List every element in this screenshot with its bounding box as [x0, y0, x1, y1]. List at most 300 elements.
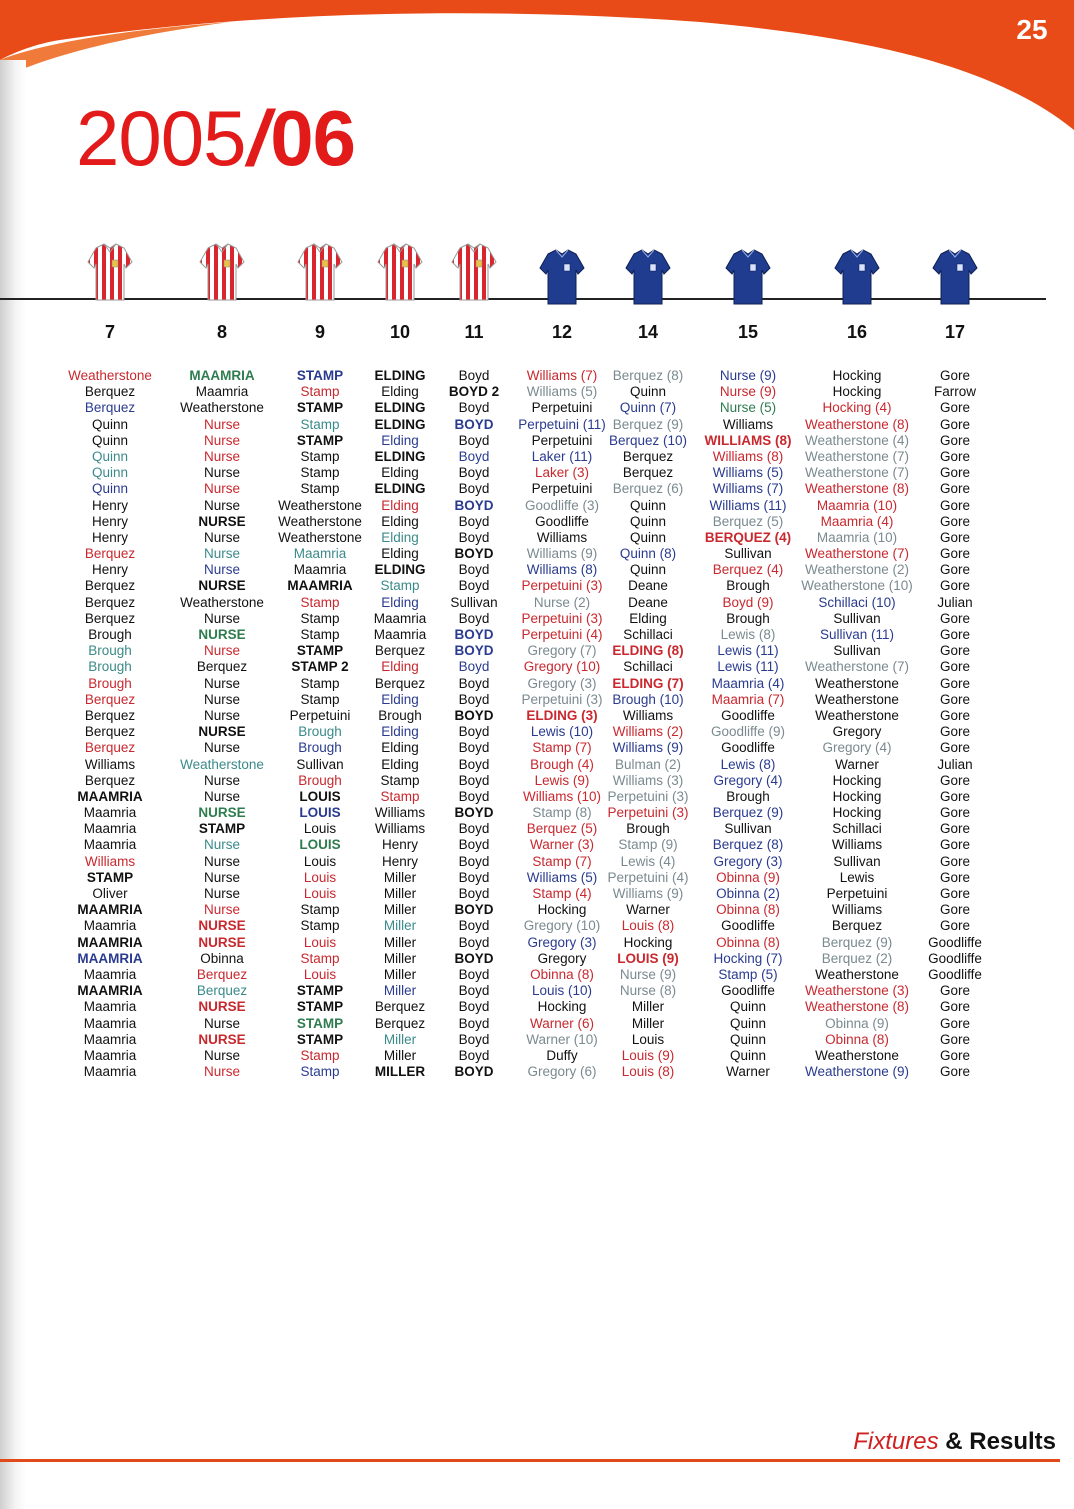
- player-entry: Weatherstone (7): [804, 448, 910, 464]
- player-entry: Boyd: [458, 1031, 490, 1047]
- player-entry: Stamp: [300, 691, 340, 707]
- player-entry: Weatherstone: [815, 691, 899, 707]
- player-entry: Gregory (6): [527, 1064, 597, 1080]
- player-entry: Boyd: [458, 740, 490, 756]
- player-entry: Miller: [383, 950, 417, 966]
- player-entry: Nurse: [203, 691, 240, 707]
- player-entry: Stamp (7): [532, 853, 592, 869]
- player-entry: Brough: [726, 578, 770, 594]
- player-entry: Perpetuini: [289, 707, 351, 723]
- player-entry: Louis: [303, 853, 337, 869]
- player-entry: Williams (9): [612, 886, 684, 901]
- player-entry: Williams: [84, 853, 136, 869]
- player-entry: Maamria (10): [816, 497, 898, 513]
- player-entry: MAAMRIA: [77, 950, 143, 966]
- player-entry: Berquez: [84, 707, 136, 723]
- player-entry: Schillaci (10): [818, 594, 896, 610]
- player-entry: Perpetuini (3): [521, 610, 603, 626]
- player-entry: Elding: [381, 465, 419, 481]
- player-entry: Hocking: [832, 368, 882, 383]
- player-entry: Williams (8): [526, 562, 598, 578]
- player-entry: Miller: [383, 918, 417, 934]
- player-entry: NURSE: [198, 805, 246, 821]
- player-entry: Gregory: [537, 950, 587, 966]
- player-entry: BOYD: [454, 902, 494, 918]
- player-entry: Quinn (7): [619, 400, 677, 416]
- player-entry: Berquez: [84, 610, 136, 626]
- player-entry: Gore: [939, 999, 970, 1015]
- player-entry: STAMP: [296, 1015, 344, 1031]
- player-entry: WILLIAMS (8): [704, 432, 792, 448]
- player-entry: Nurse: [203, 886, 240, 901]
- player-entry: Nurse: [203, 740, 240, 756]
- player-entry: Louis: [303, 886, 337, 901]
- player-entry: Elding: [381, 546, 419, 562]
- player-entry: Boyd: [458, 821, 490, 837]
- player-entry: Boyd (9): [722, 594, 774, 610]
- player-entry: Gore: [939, 675, 970, 691]
- player-entry: BOYD: [454, 707, 494, 723]
- player-entry: Elding: [629, 610, 667, 626]
- player-entry: STAMP: [296, 999, 344, 1015]
- player-entry: Berquez (9): [612, 416, 684, 432]
- player-entry: Weatherstone: [180, 594, 264, 610]
- player-entry: Gore: [939, 983, 970, 999]
- player-entry: Weatherstone (3): [804, 983, 910, 999]
- player-entry: Berquez (5): [526, 821, 598, 837]
- player-entry: MAAMRIA: [77, 934, 143, 950]
- player-entry: Nurse: [203, 497, 240, 513]
- player-entry: Quinn: [629, 513, 667, 529]
- player-entry: Louis (9): [621, 1047, 675, 1063]
- player-entry: NURSE: [198, 934, 246, 950]
- player-entry: Bulman (2): [614, 756, 682, 772]
- home-striped-shirt-icon: [376, 240, 424, 306]
- player-entry: Gregory (10): [523, 918, 601, 934]
- player-entry: Williams: [831, 902, 883, 918]
- player-entry: Williams (11): [709, 497, 787, 513]
- player-entry: Hocking: [832, 788, 882, 804]
- player-entry: Williams (5): [712, 465, 784, 481]
- player-entry: Stamp: [300, 1064, 340, 1080]
- player-entry: Nurse: [203, 643, 240, 659]
- player-entry: Miller: [383, 869, 417, 885]
- player-entry: Berquez: [84, 546, 136, 562]
- player-entry: Stamp (5): [718, 966, 778, 982]
- player-entry: Miller: [631, 999, 665, 1015]
- player-entry: STAMP: [296, 368, 344, 383]
- player-entry: Louis: [303, 934, 337, 950]
- home-striped-shirt-icon: [296, 240, 344, 306]
- player-entry: Gore: [939, 821, 970, 837]
- player-entry: Weatherstone: [68, 368, 152, 383]
- player-entry: Nurse (9): [719, 368, 777, 383]
- player-entry: Louis (10): [531, 983, 593, 999]
- away-blue-shirt-icon: [624, 244, 672, 310]
- player-entry: Lewis: [839, 869, 875, 885]
- player-entry: Gore: [939, 1047, 970, 1063]
- player-entry: Nurse (9): [619, 966, 677, 982]
- player-entry: Gore: [939, 853, 970, 869]
- player-entry: Gore: [939, 610, 970, 626]
- player-entry: Nurse: [203, 448, 240, 464]
- player-entry: Berquez: [374, 675, 426, 691]
- player-entry: Lewis (4): [620, 853, 676, 869]
- player-entry: Louis: [303, 821, 337, 837]
- player-entry: Miller: [383, 902, 417, 918]
- player-entry: Sullivan: [833, 610, 881, 626]
- player-entry: Weatherstone (9): [804, 1064, 910, 1080]
- player-entry: Schillaci: [832, 821, 882, 837]
- page-number: 25: [1016, 14, 1048, 45]
- player-entry: Lewis (11): [717, 659, 779, 675]
- player-entry: Obinna (8): [825, 1031, 889, 1047]
- player-entry: Gore: [939, 1031, 970, 1047]
- player-entry: Elding: [381, 740, 419, 756]
- footer-results: Results: [969, 1428, 1056, 1455]
- player-entry: Maamria: [373, 610, 427, 626]
- player-entry: Williams (7): [712, 481, 784, 497]
- player-entry: Nurse: [203, 1064, 240, 1080]
- player-entry: Gore: [939, 1064, 970, 1080]
- player-entry: Stamp: [380, 772, 420, 788]
- player-entry: Elding: [381, 432, 419, 448]
- squad-number-header: 8: [216, 322, 227, 342]
- player-entry: STAMP: [296, 432, 344, 448]
- player-entry: Elding: [381, 529, 419, 545]
- player-entry: ELDING (8): [612, 643, 684, 659]
- player-entry: Brough: [88, 627, 132, 642]
- player-entry: Perpetuini: [531, 481, 593, 497]
- player-entry: Henry: [91, 562, 128, 578]
- player-entry: Gore: [939, 691, 970, 707]
- player-entry: ELDING (3): [526, 707, 598, 723]
- player-entry: Stamp (4): [532, 886, 592, 901]
- player-entry: Gore: [939, 918, 970, 934]
- player-entry: Hocking: [832, 772, 882, 788]
- player-entry: Gore: [939, 400, 970, 416]
- player-entry: Maamria: [195, 384, 249, 400]
- player-entry: Williams (5): [526, 384, 598, 400]
- player-entry: Maamria: [373, 627, 427, 642]
- squad-number-header: 15: [737, 322, 759, 342]
- player-entry: Nurse: [203, 837, 240, 853]
- player-entry: Hocking: [832, 805, 882, 821]
- player-entry: Berquez (5): [712, 513, 784, 529]
- player-entry: Gregory (4): [822, 740, 892, 756]
- player-entry: Brough: [378, 707, 422, 723]
- player-entry: Gore: [939, 562, 970, 578]
- away-blue-shirt-icon: [724, 244, 772, 310]
- player-entry: Weatherstone: [278, 497, 362, 513]
- player-entry: Louis (8): [621, 1064, 675, 1080]
- player-entry: Maamria: [83, 1047, 137, 1063]
- player-entry: Berquez: [84, 740, 136, 756]
- player-entry: Williams: [622, 707, 674, 723]
- squad-column: [896, 368, 1014, 1080]
- player-entry: Berquez: [374, 1015, 426, 1031]
- player-entry: Williams: [722, 416, 774, 432]
- player-entry: Sullivan: [724, 821, 772, 837]
- player-entry: Berquez (4): [712, 562, 784, 578]
- player-entry: Brough: [298, 740, 342, 756]
- home-striped-shirt-icon: [198, 240, 246, 306]
- player-entry: Laker (11): [531, 448, 593, 464]
- season-year-start: 2005: [76, 94, 246, 182]
- player-entry: Weatherstone: [180, 756, 264, 772]
- player-entry: Boyd: [458, 400, 490, 416]
- player-entry: Nurse: [203, 1015, 240, 1031]
- player-entry: Berquez: [84, 400, 136, 416]
- player-entry: Quinn: [729, 1047, 767, 1063]
- player-entry: Maamria (10): [816, 529, 898, 545]
- player-entry: Maamria (4): [711, 675, 785, 691]
- player-entry: MAAMRIA: [77, 788, 143, 804]
- player-entry: Brough: [298, 724, 342, 740]
- player-entry: Williams (8): [712, 448, 784, 464]
- player-entry: Quinn: [91, 448, 129, 464]
- player-entry: Stamp: [380, 788, 420, 804]
- player-entry: Warner (3): [529, 837, 594, 853]
- player-entry: ELDING: [374, 400, 426, 416]
- player-entry: STAMP: [198, 821, 246, 837]
- player-entry: Hocking: [832, 384, 882, 400]
- player-entry: Maamria: [83, 1015, 137, 1031]
- player-entry: BOYD 2: [448, 384, 500, 400]
- player-entry: Obinna (8): [530, 966, 594, 982]
- player-entry: Elding: [381, 756, 419, 772]
- player-entry: Berquez: [84, 594, 136, 610]
- player-entry: Berquez: [622, 465, 674, 481]
- player-entry: Weatherstone (2): [804, 562, 910, 578]
- player-entry: Boyd: [458, 934, 490, 950]
- squad-number-header: 14: [637, 322, 659, 342]
- player-entry: Boyd: [458, 659, 490, 675]
- player-entry: Boyd: [458, 886, 490, 901]
- player-entry: Miller: [631, 1015, 665, 1031]
- player-entry: Quinn: [91, 416, 129, 432]
- player-entry: STAMP: [296, 643, 344, 659]
- player-entry: Perpetuini: [531, 400, 593, 416]
- player-entry: Nurse: [203, 853, 240, 869]
- player-entry: MAAMRIA: [287, 578, 353, 594]
- player-entry: Stamp: [380, 578, 420, 594]
- player-entry: Berquez (10): [608, 432, 688, 448]
- player-entry: NURSE: [198, 1031, 246, 1047]
- player-entry: Brough (4): [530, 756, 594, 772]
- player-entry: ELDING (7): [612, 675, 684, 691]
- player-entry: Nurse: [203, 546, 240, 562]
- player-entry: Obinna (9): [716, 869, 780, 885]
- player-entry: Elding: [381, 497, 419, 513]
- player-entry: Gore: [939, 497, 970, 513]
- player-entry: Deane: [628, 594, 668, 610]
- player-entry: Gore: [939, 724, 970, 740]
- player-entry: Gregory (4): [713, 772, 783, 788]
- player-entry: Perpetuini (4): [521, 627, 603, 642]
- player-entry: Perpetuini (3): [607, 788, 689, 804]
- player-entry: Boyd: [458, 869, 490, 885]
- player-entry: Williams: [374, 821, 426, 837]
- player-entry: Boyd: [458, 966, 490, 982]
- player-entry: Boyd: [458, 529, 490, 545]
- player-entry: Berquez: [831, 918, 883, 934]
- player-entry: Boyd: [458, 481, 490, 497]
- squad-number-header: 16: [846, 322, 868, 342]
- player-entry: ELDING: [374, 368, 426, 383]
- player-entry: Gore: [939, 902, 970, 918]
- player-entry: BOYD: [454, 627, 494, 642]
- header-rule: [0, 298, 1046, 300]
- player-entry: Nurse: [203, 529, 240, 545]
- player-entry: Williams (5): [526, 869, 598, 885]
- player-entry: ELDING: [374, 562, 426, 578]
- player-entry: Maamria: [83, 918, 137, 934]
- player-entry: Berquez (8): [612, 368, 684, 383]
- season-year-end: 06: [270, 94, 355, 182]
- player-entry: Stamp: [300, 465, 340, 481]
- player-entry: Gore: [939, 837, 970, 853]
- player-entry: Gore: [939, 529, 970, 545]
- player-entry: Gore: [939, 1015, 970, 1031]
- player-entry: Nurse: [203, 869, 240, 885]
- player-entry: NURSE: [198, 999, 246, 1015]
- player-entry: Gore: [939, 368, 970, 383]
- player-entry: Nurse: [203, 707, 240, 723]
- player-entry: Maamria: [83, 1064, 137, 1080]
- player-entry: Sullivan: [296, 756, 344, 772]
- player-entry: ELDING: [374, 481, 426, 497]
- player-entry: Goodliffe: [721, 918, 775, 934]
- player-entry: Miller: [383, 1047, 417, 1063]
- player-entry: Gregory: [832, 724, 882, 740]
- player-entry: Gore: [939, 805, 970, 821]
- player-entry: Miller: [383, 934, 417, 950]
- player-entry: Sullivan: [833, 853, 881, 869]
- player-entry: Lewis (11): [717, 643, 779, 659]
- player-entry: Boyd: [458, 513, 490, 529]
- player-entry: MAAMRIA: [77, 983, 143, 999]
- player-entry: NURSE: [198, 724, 246, 740]
- player-entry: STAMP: [296, 983, 344, 999]
- player-entry: Boyd: [458, 983, 490, 999]
- player-entry: Nurse: [203, 562, 240, 578]
- player-entry: Oliver: [92, 886, 128, 901]
- player-entry: Henry: [91, 513, 128, 529]
- player-entry: Stamp: [300, 902, 340, 918]
- player-entry: Stamp: [300, 416, 340, 432]
- player-entry: Nurse: [203, 902, 240, 918]
- player-entry: Gore: [939, 448, 970, 464]
- player-entry: Henry: [381, 853, 418, 869]
- player-entry: Elding: [381, 691, 419, 707]
- player-entry: Julian: [937, 756, 973, 772]
- player-entry: Maamria: [83, 805, 137, 821]
- player-entry: Nurse: [203, 465, 240, 481]
- player-entry: Weatherstone (7): [804, 465, 910, 481]
- player-entry: Goodliffe: [928, 966, 982, 982]
- player-entry: Nurse: [203, 675, 240, 691]
- player-entry: Weatherstone (8): [804, 999, 910, 1015]
- player-entry: Nurse: [203, 432, 240, 448]
- player-entry: NURSE: [198, 578, 246, 594]
- player-entry: Weatherstone: [815, 707, 899, 723]
- player-entry: Berquez: [196, 966, 248, 982]
- player-entry: Warner: [626, 902, 670, 918]
- player-entry: Gore: [939, 886, 970, 901]
- player-entry: Berquez: [374, 999, 426, 1015]
- away-blue-shirt-icon: [538, 244, 586, 310]
- player-entry: Boyd: [458, 675, 490, 691]
- player-entry: Nurse: [203, 481, 240, 497]
- player-entry: Maamria: [83, 999, 137, 1015]
- player-entry: BOYD: [454, 805, 494, 821]
- player-entry: Boyd: [458, 853, 490, 869]
- player-entry: Stamp: [300, 610, 340, 626]
- player-entry: Schillaci: [623, 659, 673, 675]
- player-entry: Nurse (5): [719, 400, 777, 416]
- player-entry: Berquez: [374, 643, 426, 659]
- player-entry: Goodliffe: [721, 983, 775, 999]
- player-entry: Deane: [628, 578, 668, 594]
- player-entry: MAAMRIA: [77, 902, 143, 918]
- player-entry: Sullivan (11): [819, 627, 895, 642]
- player-entry: Lewis (10): [530, 724, 594, 740]
- player-entry: Gore: [939, 788, 970, 804]
- player-entry: Brough (10): [612, 691, 684, 707]
- player-entry: Hocking (7): [713, 950, 783, 966]
- player-entry: Boyd: [458, 448, 490, 464]
- player-entry: BOYD: [454, 643, 494, 659]
- player-entry: Berquez (6): [612, 481, 684, 497]
- squad-number-header: 7: [104, 322, 115, 342]
- player-entry: Julian: [937, 594, 973, 610]
- player-entry: Gregory (7): [527, 643, 597, 659]
- player-entry: Quinn: [629, 497, 667, 513]
- away-blue-shirt-icon: [931, 244, 979, 310]
- player-entry: Stamp (9): [618, 837, 678, 853]
- player-entry: Williams (2): [612, 724, 684, 740]
- player-entry: Gore: [939, 465, 970, 481]
- player-entry: Berquez (8): [712, 837, 784, 853]
- footer-fixtures: Fixtures: [853, 1428, 939, 1455]
- player-entry: Weatherstone (8): [804, 481, 910, 497]
- player-entry: Elding: [381, 659, 419, 675]
- player-entry: Berquez: [622, 448, 674, 464]
- player-entry: Stamp: [300, 594, 340, 610]
- player-entry: Miller: [383, 886, 417, 901]
- player-entry: Gore: [939, 432, 970, 448]
- player-entry: Boyd: [458, 756, 490, 772]
- player-entry: Henry: [91, 497, 128, 513]
- player-entry: Williams (10): [522, 788, 601, 804]
- player-entry: Nurse: [203, 610, 240, 626]
- player-entry: STAMP: [86, 869, 134, 885]
- player-entry: Gregory (3): [713, 853, 783, 869]
- section-footer: [853, 1428, 1056, 1456]
- player-entry: Quinn: [729, 999, 767, 1015]
- player-entry: STAMP: [296, 1031, 344, 1047]
- player-entry: Gore: [939, 707, 970, 723]
- squad-number-header: 12: [551, 322, 573, 342]
- player-entry: MILLER: [374, 1064, 426, 1080]
- player-entry: Quinn: [729, 1015, 767, 1031]
- player-entry: Farrow: [933, 384, 976, 400]
- player-entry: Berquez: [84, 772, 136, 788]
- player-entry: Warner: [726, 1064, 770, 1080]
- player-entry: Gore: [939, 513, 970, 529]
- player-entry: Stamp: [300, 950, 340, 966]
